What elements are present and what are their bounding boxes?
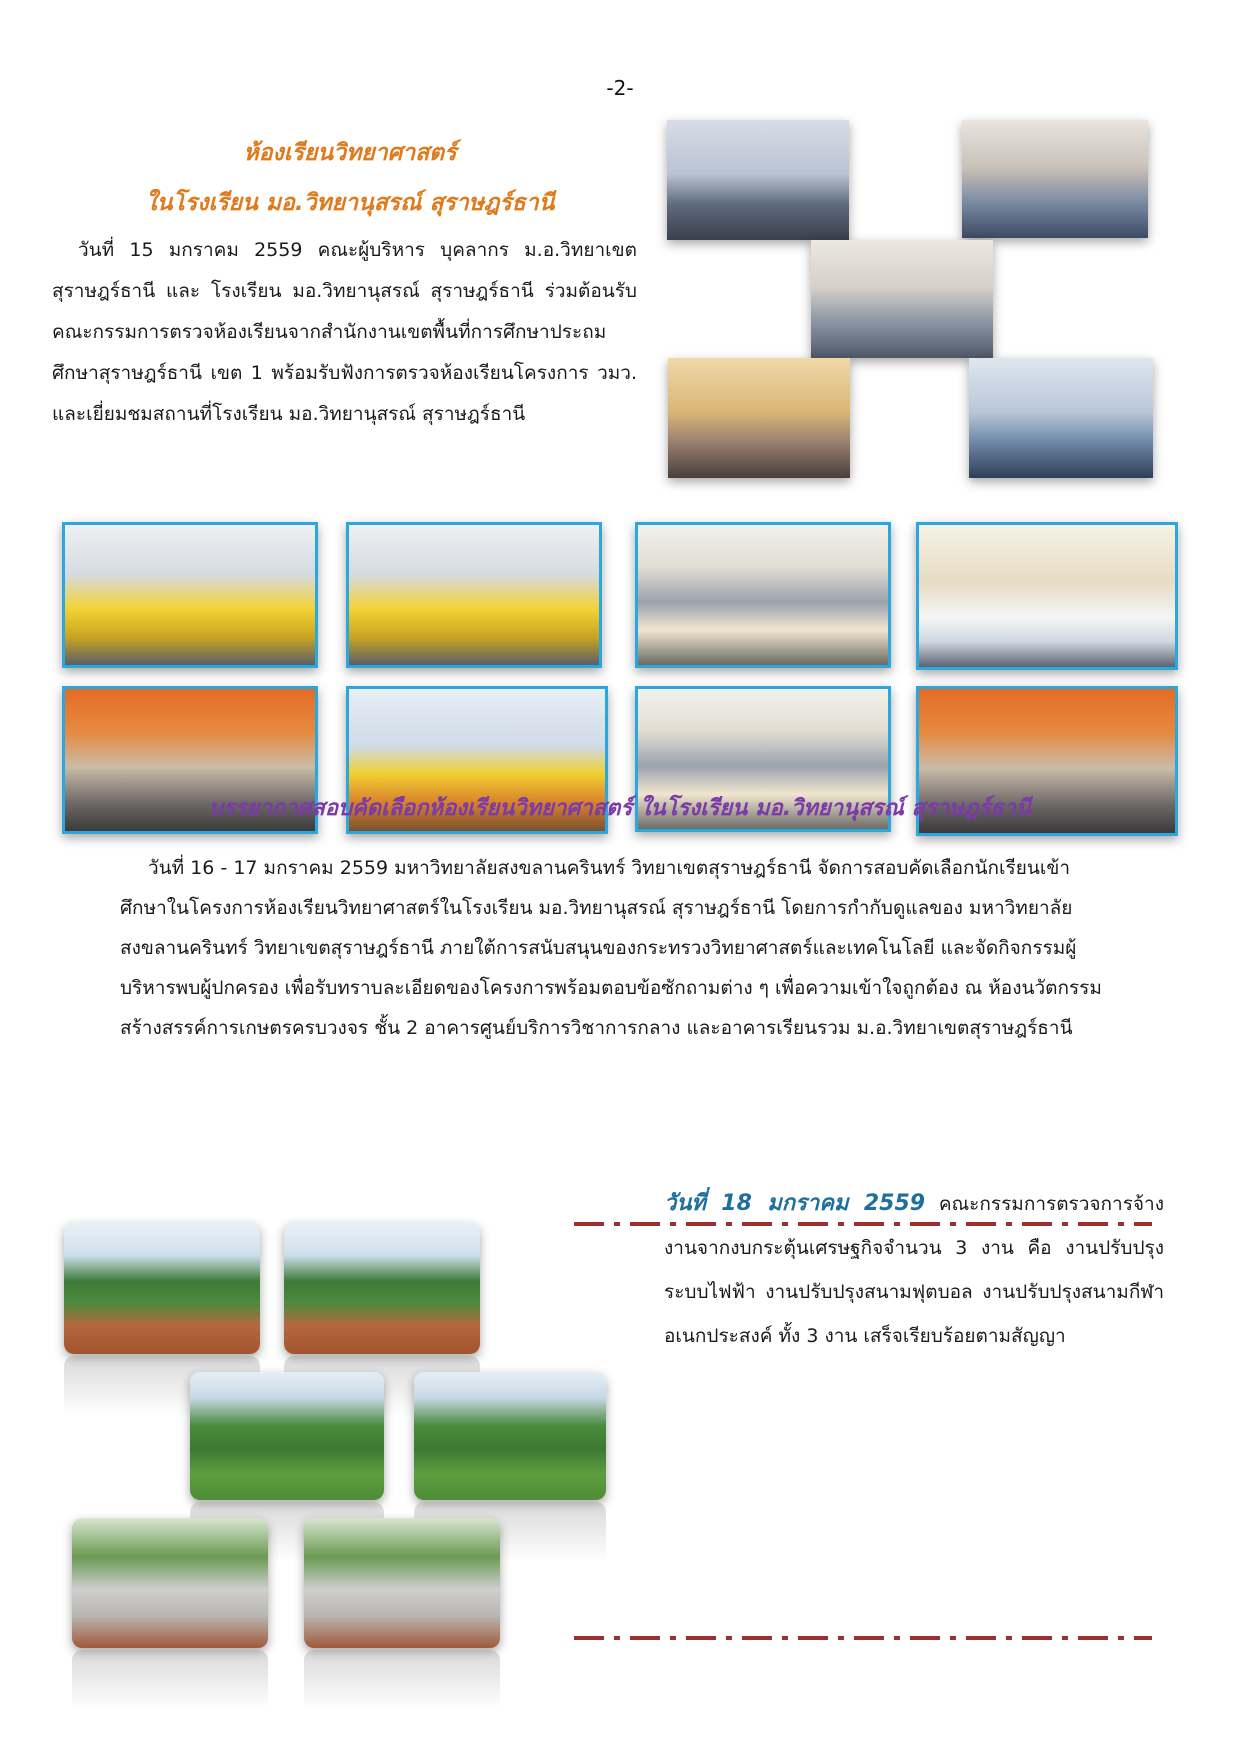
- section1-title-line1: ห้องเรียนวิทยาศาสตร์: [243, 140, 457, 166]
- section2-paragraph: วันที่ 16 - 17 มกราคม 2559 มหาวิทยาลัยสงขลานครินทร์ วิทยาเขตสุราษฎร์ธานี จัดการสอบคัดเลือกนักเรียนเข้าศึกษาในโครงการห้องเรียนวิทยาศาสตร์ในโรงเรียน มอ.วิทยานุสรณ์ สุราษฎร์ธานี โดยการกำกับดูแลของ มหาวิทยาลัยสงขลานครินทร์ วิทยาเขตสุราษฎร์ธานี ภายใต้การสนับสนุนของกระทรวงวิทยาศาสตร์และเทคโนโลยี และจัดกิจกรรมผู้บริหารพบผู้ปกครอง เพื่อรับทราบละเอียดของโครงการพร้อมตอบข้อซักถามต่าง ๆ เพื่อความเข้าใจถูกต้อง ณ ห้องนวัตกรรมสร้างสรรค์การเกษตรครบวงจร ชั้น 2 อาคารศูนย์บริการวิชาการกลาง และอาคารเรียนรวม ม.อ.วิทยาเขตสุราษฎร์ธานี: [120, 857, 1102, 1039]
- site-photo-4: [414, 1372, 606, 1500]
- site-photo-2: [284, 1222, 480, 1354]
- decorative-divider-bottom: [574, 1636, 1152, 1640]
- meeting-photo-3: [811, 240, 993, 358]
- section3-date: วันที่ 18 มกราคม 2559: [664, 1191, 926, 1216]
- section2-title: บรรยากาศสอบคัดเลือกห้องเรียนวิทยาศาสตร์ ในโรงเรียน มอ.วิทยานุสรณ์ สุราษฎร์ธานี: [208, 796, 1032, 821]
- section3-text: คณะกรรมการตรวจการจ้างงานจากงบกระตุ้นเศรษฐกิจจำนวน 3 งาน คือ งานปรับปรุงระบบไฟฟ้า งานปรับปรุงสนามฟุตบอล งานปรับปรุงสนามกีฬาอเนกประสงค์ ทั้ง 3 งาน เสร็จเรียบร้อยตามสัญญา: [664, 1193, 1164, 1347]
- page-number: -2-: [606, 76, 634, 100]
- site-photo-5-reflection: [72, 1650, 268, 1710]
- site-photo-6-reflection: [304, 1650, 500, 1710]
- section1-title-line2: ในโรงเรียน มอ.วิทยานุสรณ์ สุราษฎร์ธานี: [145, 190, 555, 216]
- exam-photo-2: [346, 522, 602, 668]
- exam-photo-1: [62, 522, 318, 668]
- exam-photo-4: [916, 522, 1178, 670]
- section3-paragraph: [664, 1182, 1164, 1358]
- meeting-photo-4: [668, 358, 850, 478]
- exam-photo-3: [635, 522, 891, 668]
- section1-title: [60, 128, 640, 228]
- section1-paragraph: วันที่ 15 มกราคม 2559 คณะผู้บริหาร บุคลากร ม.อ.วิทยาเขตสุราษฎร์ธานี และ โรงเรียน มอ.วิทยานุสรณ์ สุราษฎร์ธานี ร่วมต้อนรับคณะกรรมการตรวจห้องเรียนจากสำนักงานเขตพื้นที่การศึกษาประถมศึกษาสุราษฎร์ธานี เขต 1 พร้อมรับฟังการตรวจห้องเรียนโครงการ วมว. และเยี่ยมชมสถานที่โรงเรียน มอ.วิทยานุสรณ์ สุราษฎร์ธานี: [52, 239, 637, 425]
- site-photo-1: [64, 1222, 260, 1354]
- meeting-photo-2: [962, 120, 1148, 238]
- meeting-photo-5: [969, 358, 1153, 478]
- site-photo-6: [304, 1518, 500, 1648]
- site-photo-5: [72, 1518, 268, 1648]
- meeting-photo-1: [667, 120, 849, 240]
- site-photo-3: [190, 1372, 384, 1500]
